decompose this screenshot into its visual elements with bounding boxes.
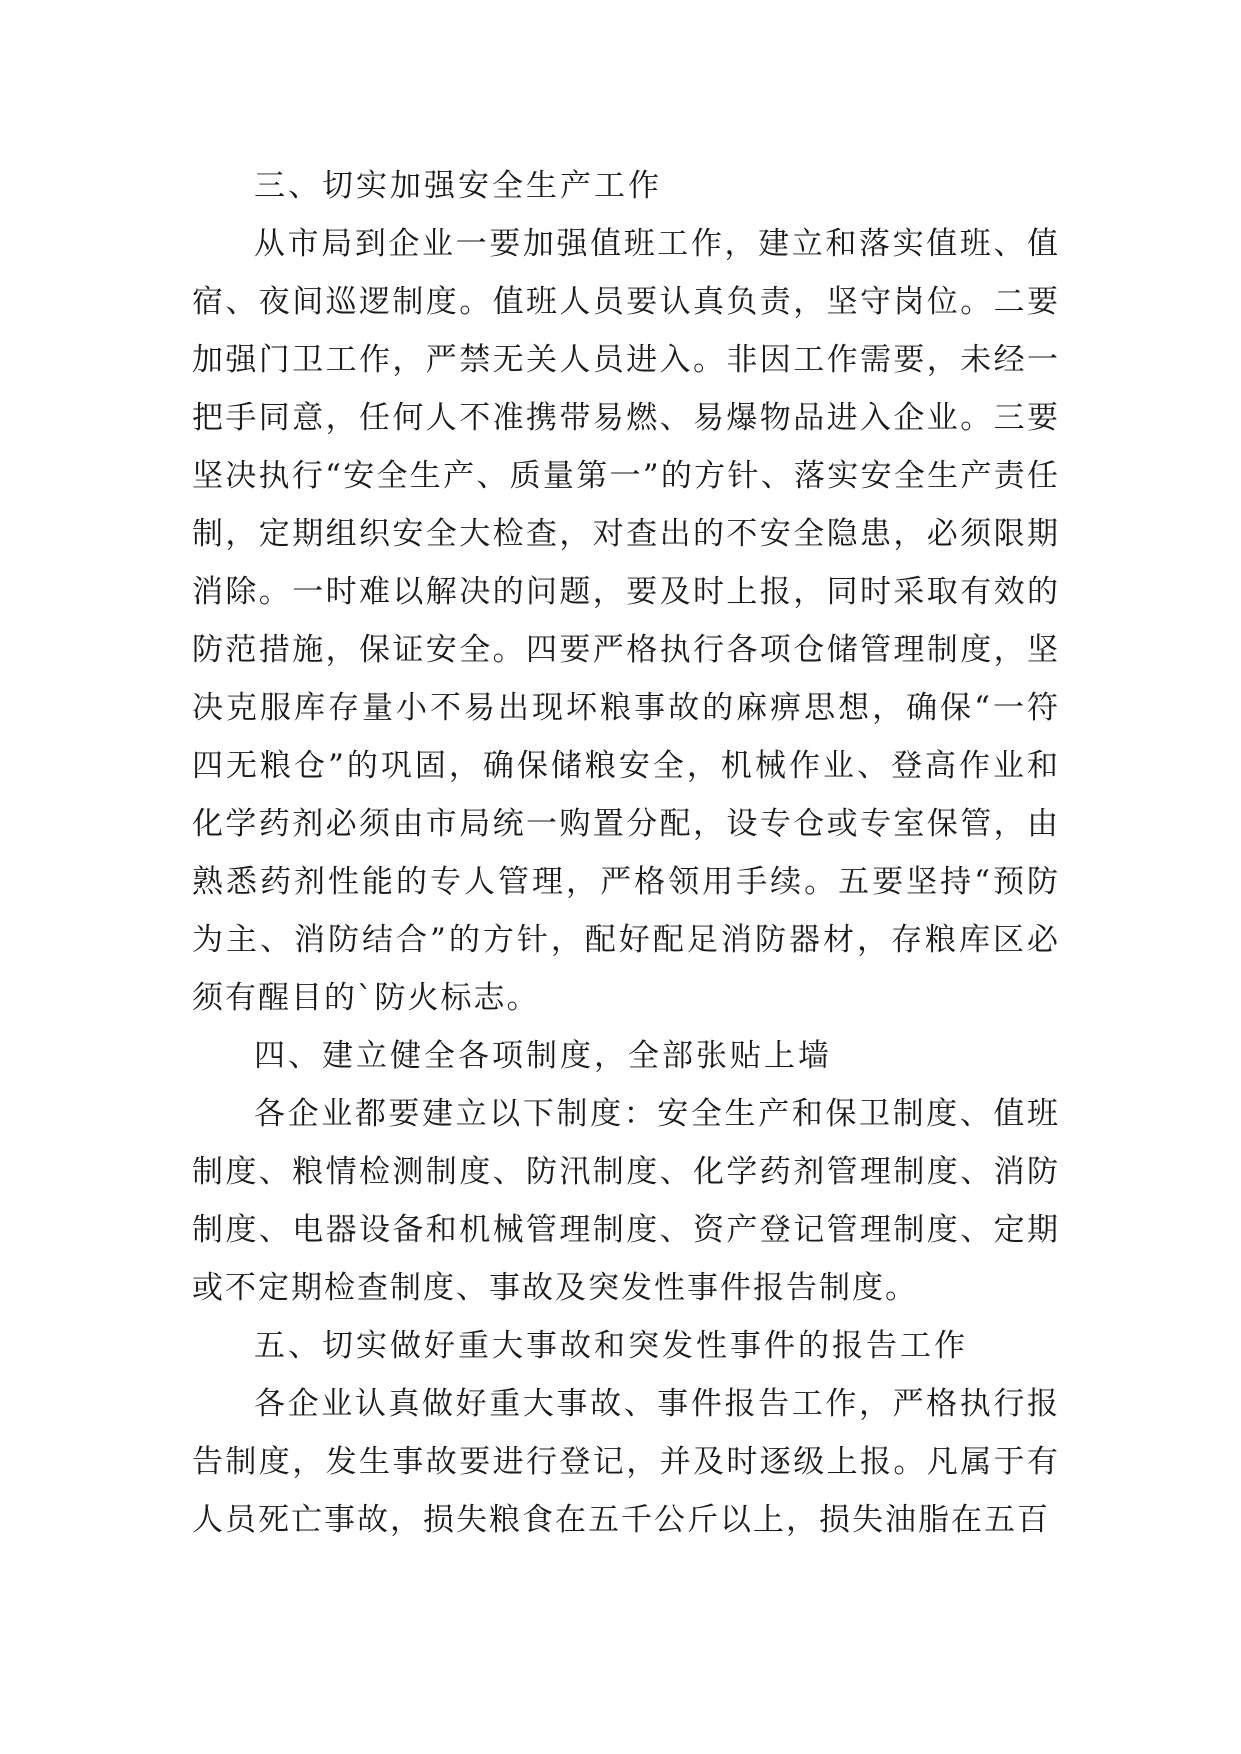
section-heading-4: 四、建立健全各项制度，全部张贴上墙: [254, 1038, 832, 1074]
document-body: [192, 157, 1060, 1549]
section-paragraph-4: 各企业都要建立以下制度：安全生产和保卫制度、值班制度、粮情检测制度、防汛制度、化学药剂管理制度、消防制度、电器设备和机械管理制度、资产登记管理制度、定期或不定期检查制度、事故及突发性事件报告制度。: [192, 1096, 1060, 1306]
section-paragraph-3: 从市局到企业一要加强值班工作，建立和落实值班、值宿、夜间巡逻制度。值班人员要认真负责，坚守岗位。二要加强门卫工作，严禁无关人员进入。非因工作需要，未经一把手同意，任何人不准携带易燃、易爆物品进入企业。三要坚决执行“安全生产、质量第一”的方针、落实安全生产责任制，定期组织安全大检查，对查出的不安全隐患，必须限期消除。一时难以解决的问题，要及时上报，同时采取有效的防范措施，保证安全。四要严格执行各项仓储管理制度，坚决克服库存量小不易出现坏粮事故的麻痹思想，确保“一符四无粮仓”的巩固，确保储粮安全，机械作业、登高作业和化学药剂必须由市局统一购置分配，设专仓或专室保管，由熟悉药剂性能的专人管理，严格领用手续。五要坚持“预防为主、消防结合”的方针，配好配足消防器材，存粮库区必须有醒目的`防火标志。: [192, 226, 1060, 1016]
section-heading-3: 三、切实加强安全生产工作: [254, 168, 662, 204]
section-paragraph-5: 各企业认真做好重大事故、事件报告工作，严格执行报告制度，发生事故要进行登记，并及时逐级上报。凡属于有人员死亡事故，损失粮食在五千公斤以上，损失油脂在五百: [192, 1386, 1060, 1538]
section-heading-5: 五、切实做好重大事故和突发性事件的报告工作: [254, 1328, 968, 1364]
